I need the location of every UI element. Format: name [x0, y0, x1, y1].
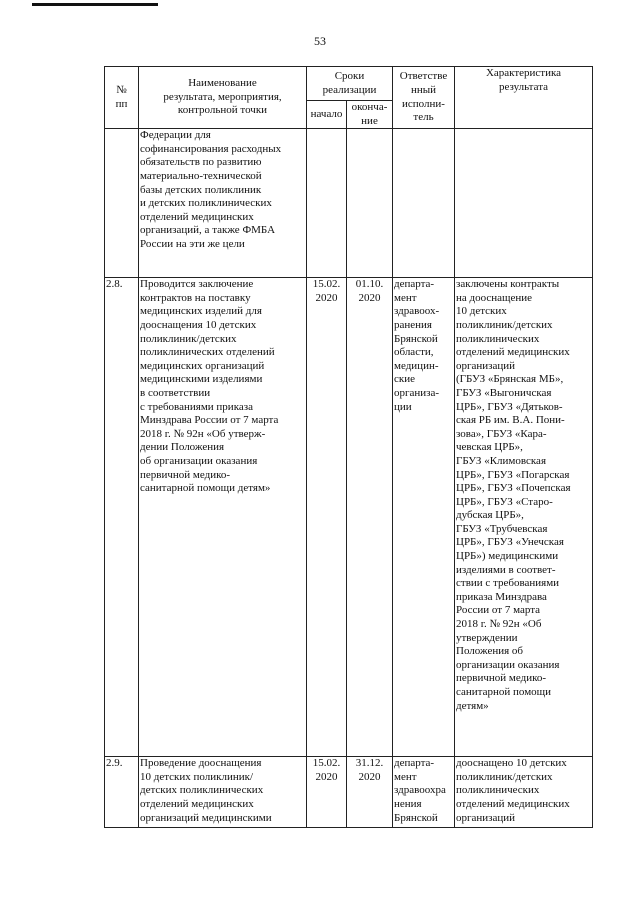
- row-responsible: [393, 129, 455, 278]
- row-responsible: департа- мент здравоох- ранения Брянской области, медицин- ские организа- ции: [393, 278, 455, 757]
- row-num: [105, 129, 139, 278]
- row-name: Федерации для софинансирования расходных обязательств по развитию материально-технической базы детских поликлиник и детских поликлинических отделений медицинских организаций, а также ФМБА России на эти же цели: [139, 129, 307, 278]
- table-row: [105, 278, 593, 757]
- row-end: [347, 129, 393, 278]
- page-number: 53: [314, 34, 326, 48]
- row-name: Проведение дооснащения 10 детских поликлиник/ детских поликлинических отделений медицинских организаций медицинскими: [139, 757, 307, 828]
- header-characteristic: Характеристика результата: [455, 67, 593, 129]
- row-end: 31.12. 2020: [347, 757, 393, 828]
- header-start: начало: [307, 101, 347, 129]
- row-end: 01.10. 2020: [347, 278, 393, 757]
- header-responsible: Ответстве нный исполни- тель: [393, 67, 455, 129]
- row-name: Проводится заключение контрактов на поставку медицинских изделий для дооснащения 10 детских поликлиник/детских поликлинических отделений медицинских организаций медицинскими изделиями в соответствии с требованиями приказа Минздрава России от 7 марта 2018 г. № 92н «Об утверж- дении Положения об организации оказания первичной медико- санитарной помощи детям»: [139, 278, 307, 757]
- row-num: 2.8.: [105, 278, 139, 757]
- table-row: [105, 757, 593, 828]
- row-responsible: департа- мент здравоохра нения Брянской: [393, 757, 455, 828]
- header-row-1: [105, 67, 593, 101]
- row-start: [307, 129, 347, 278]
- row-result: дооснащено 10 детских поликлиник/детских поликлинических отделений медицинских организаций: [455, 757, 593, 828]
- header-name: Наименование результата, мероприятия, контрольной точки: [139, 67, 307, 129]
- header-dates: Сроки реализации: [307, 67, 393, 101]
- header-end: оконча- ние: [347, 101, 393, 129]
- row-start: 15.02. 2020: [307, 757, 347, 828]
- row-result: [455, 129, 593, 278]
- top-rule: [32, 3, 158, 6]
- table-row: [105, 129, 593, 278]
- row-num: 2.9.: [105, 757, 139, 828]
- plan-table: [104, 66, 593, 828]
- row-result: заключены контракты на дооснащение 10 детских поликлиник/детских поликлинических отделений медицинских организаций (ГБУЗ «Брянская МБ», ГБУЗ «Выгоничская ЦРБ», ГБУЗ «Дятьков- ская РБ им. В.А. Пони- зова», ГБУЗ «Кара- чевская ЦРБ», ГБУЗ «Климовская ЦРБ», ГБУЗ «Погарская ЦРБ», ГБУЗ «Почепская ЦРБ», ГБУЗ «Старо- дубская ЦРБ», ГБУЗ «Трубчевская ЦРБ», ГБУЗ «Унечская ЦРБ») медицинскими изделиями в соответ- ствии с требованиями приказа Минздрава России от 7 марта 2018 г. № 92н «Об утверждении Положения об организации оказания первичной медико- санитарной помощи детям»: [455, 278, 593, 757]
- row-start: 15.02. 2020: [307, 278, 347, 757]
- header-num: № пп: [105, 67, 139, 129]
